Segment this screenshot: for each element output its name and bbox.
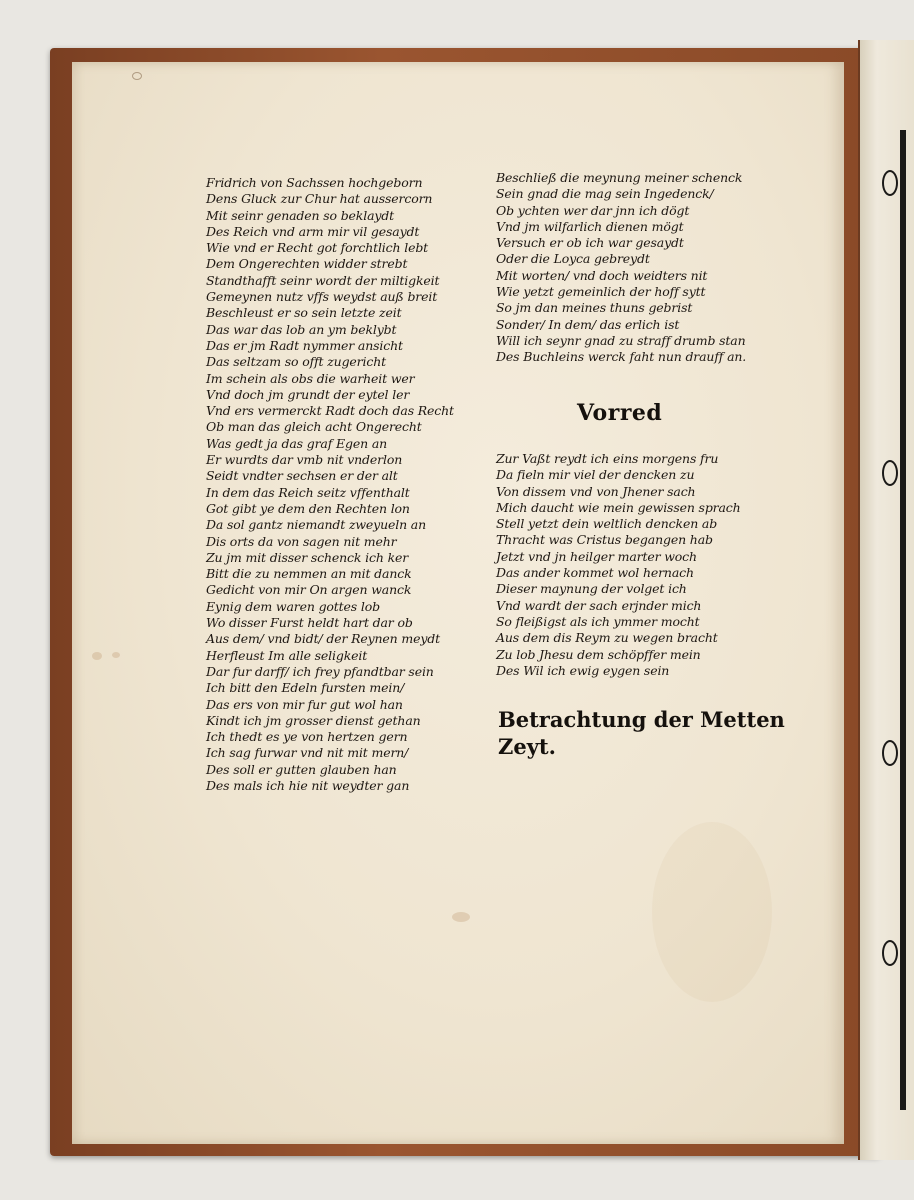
text-line: Des soll er gutten glauben han [206, 761, 397, 777]
text-line: Von dissem vnd von Jhener sach [496, 483, 696, 499]
text-line: Ich sag furwar vnd nit mit mern/ [206, 745, 409, 761]
text-line: Da fieln mir viel der dencken zu [496, 467, 695, 483]
text-line: Des mals ich hie nit weydter gan [206, 777, 410, 793]
text-line: Da sol gantz niemandt zweyueln an [206, 517, 427, 533]
text-line: Des Buchleins werck faht nun drauff an. [496, 349, 747, 365]
page-stain [652, 822, 772, 1002]
text-line: Das er jm Radt nymmer ansicht [206, 337, 403, 353]
betrachtung-heading: Betrachtung der Metten Zeyt. [498, 707, 785, 759]
text-line: Zur Vaßt reydt ich eins morgens fru [496, 451, 719, 466]
text-line: Dem Ongerechten widder strebt [206, 256, 408, 272]
text-line: Vnd doch jm grundt der eytel ler [206, 386, 410, 402]
page-stain [112, 652, 120, 658]
text-line: Ob man das gleich acht Ongerecht [206, 419, 422, 435]
text-line: Das ers von mir fur gut wol han [206, 696, 403, 712]
page-stain [92, 652, 102, 660]
woodcut-ornament [882, 460, 898, 486]
text-line: Wie vnd er Recht got forchtlich lebt [206, 240, 429, 256]
text-line: Eynig dem waren gottes lob [206, 598, 380, 614]
text-line: Aus dem dis Reym zu wegen bracht [496, 630, 718, 646]
text-line: Mit worten/ vnd doch weidters nit [496, 267, 708, 283]
text-line: Standthafft seinr wordt der miltigkeit [206, 272, 440, 288]
text-line: Oder die Loyca gebreydt [496, 251, 650, 267]
woodcut-ornament [882, 170, 898, 196]
text-line: Dar fur darff/ ich frey pfandtbar sein [206, 663, 434, 679]
text-line: Dieser maynung der volget ich [496, 581, 687, 597]
text-line: Fridrich von Sachssen hochgeborn [206, 175, 423, 190]
text-line: Seidt vndter sechsen er der alt [206, 468, 398, 484]
text-line: Gedicht von mir On argen wanck [206, 582, 412, 598]
right-text-column-top [496, 170, 796, 366]
page-hole [132, 72, 142, 80]
text-line: Er wurdts dar vmb nit vnderlon [206, 452, 403, 468]
text-line: Mich daucht wie mein gewissen sprach [496, 499, 741, 515]
woodcut-ornament [882, 940, 898, 966]
text-line: Got gibt ye dem den Rechten lon [206, 500, 410, 516]
text-line: Beschleust er so sein letzte zeit [206, 305, 402, 321]
left-text-column [206, 175, 506, 794]
text-line: Vnd ers vermerckt Radt doch das Recht [206, 403, 454, 419]
text-line: Im schein als obs die warheit wer [206, 370, 415, 386]
text-line: Das ander kommet wol hernach [496, 565, 694, 581]
text-line: Sein gnad die mag sein Ingedenck/ [496, 186, 714, 202]
text-line: Wo disser Furst heldt hart dar ob [206, 615, 413, 631]
facing-page-edge [858, 40, 914, 1160]
text-line: Des Reich vnd arm mir vil gesaydt [206, 223, 420, 239]
text-line: Vnd jm wilfarlich dienen mögt [496, 218, 684, 234]
text-line: Das war das lob an ym beklybt [206, 321, 397, 337]
text-line: Ich thedt es ye von hertzen gern [206, 729, 408, 745]
text-line: Zu lob Jhesu dem schöpffer mein [496, 646, 701, 662]
woodcut-border [900, 130, 906, 1110]
text-line: Zu jm mit disser schenck ich ker [206, 549, 409, 565]
text-line: Thracht was Cristus begangen hab [496, 532, 713, 548]
text-line: Versuch er ob ich war gesaydt [496, 235, 684, 251]
woodcut-ornament [882, 740, 898, 766]
text-line: Beschließ die meynung meiner schenck [496, 170, 743, 185]
text-line: Dens Gluck zur Chur hat aussercorn [206, 191, 433, 207]
page-stain [452, 912, 470, 922]
text-line: Will ich seynr gnad zu straff drumb stan [496, 332, 746, 348]
book-page [72, 62, 844, 1144]
vorred-heading: Vorred [577, 400, 663, 426]
text-line: Dis orts da von sagen nit mehr [206, 533, 397, 549]
text-line: Gemeynen nutz vffs weydst auß breit [206, 289, 438, 305]
right-text-column-vorred [496, 451, 796, 679]
text-line: Sonder/ In dem/ das erlich ist [496, 316, 680, 332]
text-line: So fleißigst als ich ymmer mocht [496, 613, 700, 629]
text-line: Mit seinr genaden so beklaydt [206, 207, 395, 223]
text-line: Was gedt ja das graf Egen an [206, 435, 388, 451]
text-line: Wie yetzt gemeinlich der hoff sytt [496, 284, 706, 300]
text-line: So jm dan meines thuns gebrist [496, 300, 693, 316]
text-line: Ob ychten wer dar jnn ich dögt [496, 202, 690, 218]
text-line: Das seltzam so offt zugericht [206, 354, 386, 370]
text-line: Bitt die zu nemmen an mit danck [206, 566, 412, 582]
text-line: Kindt ich jm grosser dienst gethan [206, 712, 421, 728]
text-line: Jetzt vnd jn heilger marter woch [496, 548, 697, 564]
text-line: Ich bitt den Edeln fursten mein/ [206, 680, 405, 696]
text-line: Des Wil ich ewig eygen sein [496, 662, 670, 678]
text-line: Stell yetzt dein weltlich dencken ab [496, 516, 718, 532]
text-line: In dem das Reich seitz vffenthalt [206, 484, 410, 500]
text-line: Aus dem/ vnd bidt/ der Reynen meydt [206, 631, 440, 647]
text-line: Herfleust Im alle seligkeit [206, 647, 368, 663]
text-line: Vnd wardt der sach erjnder mich [496, 597, 702, 613]
